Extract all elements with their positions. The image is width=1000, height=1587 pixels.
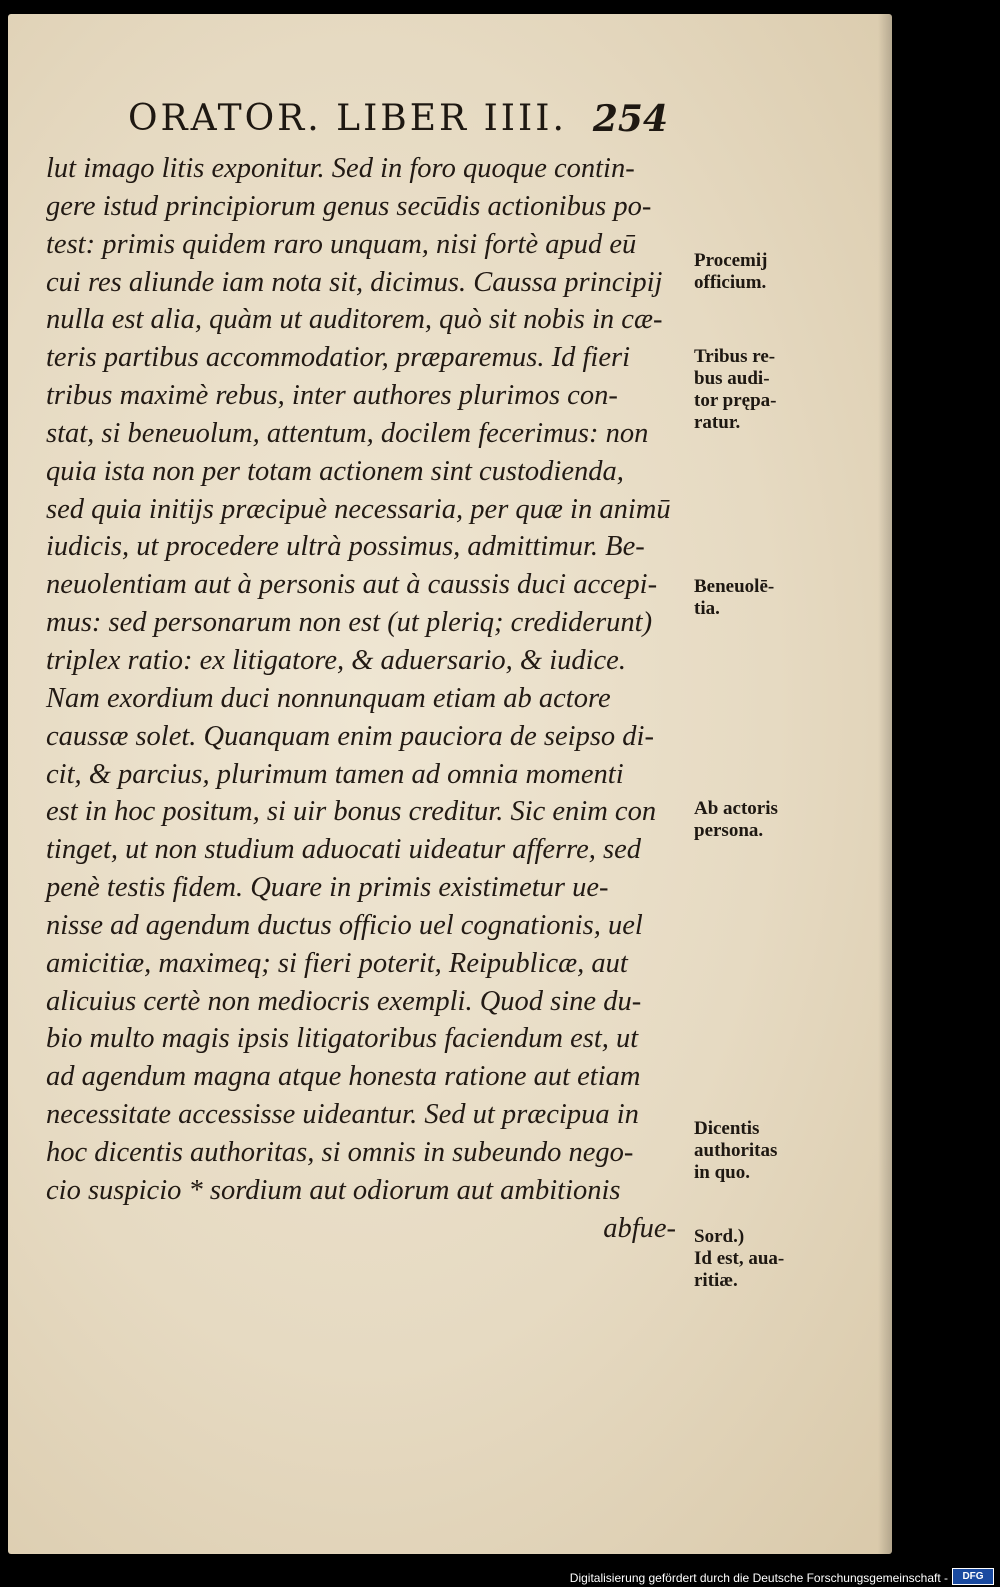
book-page [8, 14, 892, 1554]
catchword: abfue- [603, 1212, 676, 1244]
text-line: alicuius certè non mediocris exempli. Quod sine du- [46, 985, 642, 1017]
margin-note-line: persona. [694, 820, 764, 841]
text-line: necessitate accessisse uideantur. Sed ut præcipua in [46, 1099, 639, 1131]
text-line: Nam exordium duci nonnunquam etiam ab actore [46, 682, 611, 714]
text-line: gere istud principiorum genus secūdis actionibus po- [46, 190, 652, 222]
text-line: quia ista non per totam actionem sint custodienda, [46, 455, 624, 487]
text-line: cui res aliunde iam nota sit, dicimus. Caussa principij [46, 266, 663, 298]
margin-note-beneuolentia [694, 576, 824, 620]
text-line: est in hoc positum, si uir bonus creditur. Sic enim con [46, 796, 657, 828]
text-line: tinget, ut non studium aduocati uideatur afferre, sed [46, 834, 642, 866]
text-line: cit, & parcius, plurimum tamen ad omnia momenti [46, 758, 624, 790]
margin-note-line: Ab actoris [694, 798, 778, 819]
page-number: 254 [592, 98, 668, 140]
running-title: ORATOR. LIBER IIII. [128, 98, 567, 139]
margin-note-ab-actoris [694, 798, 824, 842]
margin-note-line: tia. [694, 598, 720, 619]
margin-note-line: authoritas [694, 1140, 778, 1161]
main-text [46, 150, 686, 1247]
text-line: bio multo magis ipsis litigatoribus faciendum est, ut [46, 1023, 639, 1055]
text-line: tribus maximè rebus, inter authores plurimos con- [46, 380, 618, 412]
text-line: cio suspicio * sordium aut odiorum aut ambitionis [46, 1174, 621, 1206]
margin-note-line: in quo. [694, 1162, 750, 1183]
margin-note-sordium [694, 1226, 824, 1292]
margin-note-line: officium. [694, 272, 767, 293]
margin-note-tribus [694, 346, 824, 434]
footer-bar [0, 1567, 1000, 1587]
margin-note-line: Id est, aua- [694, 1248, 785, 1269]
text-line: triplex ratio: ex litigatore, & aduersario, & iudice. [46, 644, 626, 676]
text-line: hoc dicentis authoritas, si omnis in subeundo nego- [46, 1136, 634, 1168]
text-line: nulla est alia, quàm ut auditorem, quò sit nobis in cæ- [46, 304, 663, 336]
margin-note-line: ritiæ. [694, 1270, 738, 1291]
margin-note-line: ratur. [694, 412, 741, 433]
margin-note-procemij [694, 250, 824, 294]
text-line: teris partibus accommodatior, præparemus. Id fieri [46, 342, 630, 374]
text-line: sed quia initijs præcipuè necessaria, per quæ in animū [46, 493, 671, 525]
page-header [128, 96, 668, 142]
text-line: penè testis fidem. Quare in primis existimetur ue- [46, 872, 609, 904]
text-line: test: primis quidem raro unquam, nisi fortè apud eū [46, 228, 637, 260]
dfg-logo-icon: DFG [952, 1568, 994, 1585]
text-line: caussæ solet. Quanquam enim pauciora de seipso di- [46, 720, 654, 752]
text-line: nisse ad agendum ductus officio uel cognationis, uel [46, 909, 643, 941]
margin-note-line: bus audi- [694, 368, 770, 389]
margin-note-line: tor prępa- [694, 390, 777, 411]
text-line: amicitiæ, maximeq; si fieri poterit, Reipublicæ, aut [46, 947, 628, 979]
text-line: stat, si beneuolum, attentum, docilem fecerimus: non [46, 417, 649, 449]
funding-credit: Digitalisierung gefördert durch die Deutsche Forschungsgemeinschaft - [569, 1571, 948, 1585]
margin-note-line: Dicentis [694, 1118, 760, 1139]
margin-note-line: Beneuolē- [694, 576, 775, 597]
text-line: mus: sed personarum non est (ut pleriq; crediderunt) [46, 607, 653, 639]
margin-note-line: Procemij [694, 250, 768, 271]
text-line: ad agendum magna atque honesta ratione aut etiam [46, 1061, 641, 1093]
margin-note-dicentis [694, 1118, 824, 1184]
text-line: lut imago litis exponitur. Sed in foro quoque contin- [46, 153, 635, 184]
margin-note-line: Sord.) [694, 1226, 745, 1247]
text-line: neuolentiam aut à personis aut à caussis duci accepi- [46, 569, 658, 601]
margin-note-line: Tribus re- [694, 346, 776, 367]
text-line: iudicis, ut procedere ultrà possimus, admittimur. Be- [46, 531, 645, 563]
